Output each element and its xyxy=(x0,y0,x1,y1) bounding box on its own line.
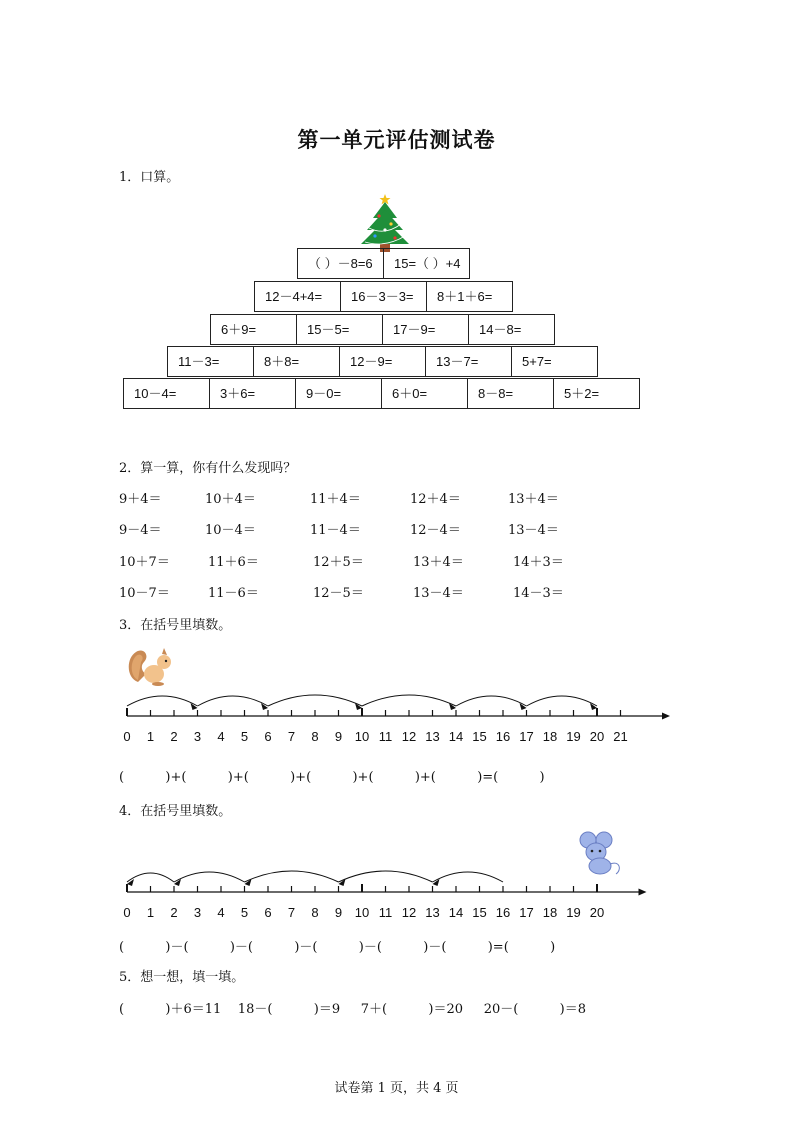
tick-label: 13 xyxy=(425,729,440,744)
page-footer: 试卷第 1 页，共 4 页 xyxy=(334,1081,459,1096)
pyramid-cell: 5＋2= xyxy=(553,378,640,409)
jump-arc xyxy=(362,695,456,706)
tick-label: 21 xyxy=(613,729,628,744)
q4-answer-blanks: ( )－( )－( )－( )－( )－( )=( ) xyxy=(119,940,556,955)
tick-label: 16 xyxy=(495,905,511,920)
q2-equation: 12＋4＝ xyxy=(410,492,461,507)
tick-label: 8 xyxy=(311,905,319,920)
tick-label: 14 xyxy=(448,905,464,920)
tick-label: 0 xyxy=(123,729,131,744)
jump-arc xyxy=(198,696,269,706)
tick-label: 9 xyxy=(334,729,343,744)
q2-equation: 13＋4＝ xyxy=(508,492,559,507)
tick-label: 10 xyxy=(354,729,370,744)
q2-equation: 14＋3＝ xyxy=(513,555,564,570)
pyramid-cell: 15－5= xyxy=(296,314,383,345)
q5-fill-line: ( )＋6＝11 18－( )＝9 7＋( )＝20 20－( )＝8 xyxy=(119,1002,586,1017)
axis-arrow xyxy=(662,713,670,720)
jump-arc xyxy=(433,872,504,882)
page-title: 第一单元评估测试卷 xyxy=(297,128,496,152)
q2-heading: 2．算一算，你有什么发现吗？ xyxy=(119,461,297,476)
pyramid-cell: 10－4= xyxy=(123,378,210,409)
tick-label: 4 xyxy=(217,905,225,920)
q4-heading: 4．在括号里填数。 xyxy=(119,804,232,819)
tick-label: 0 xyxy=(123,905,131,920)
tick-label: 7 xyxy=(287,905,296,920)
tick-label: 3 xyxy=(193,729,202,744)
tick-label: 12 xyxy=(401,729,417,744)
pyramid-cell: 17－9= xyxy=(382,314,469,345)
pyramid-cell: 8＋1＋6= xyxy=(426,281,513,312)
pyramid-cell: 12－4+4= xyxy=(254,281,341,312)
tick-label: 4 xyxy=(217,729,225,744)
pyramid-cell: 12－9= xyxy=(339,346,426,377)
pyramid-cell: 14－8= xyxy=(468,314,555,345)
q2-equation: 13－4＝ xyxy=(508,523,559,538)
tick-label: 18 xyxy=(542,905,558,920)
pyramid-cell: 11－3= xyxy=(167,346,254,377)
tick-label: 5 xyxy=(240,905,249,920)
q2-equation: 12－5＝ xyxy=(313,586,364,601)
pyramid-cell: 3＋6= xyxy=(209,378,296,409)
christmas-tree-icon xyxy=(355,190,415,256)
axis-arrow xyxy=(639,889,647,896)
q2-equation: 12－4＝ xyxy=(410,523,461,538)
tick-label: 2 xyxy=(170,905,178,920)
q2-equation: 11－4＝ xyxy=(310,523,361,538)
q2-equation: 13＋4＝ xyxy=(413,555,464,570)
tick-label: 8 xyxy=(311,729,319,744)
q3-answer-blanks: ( )+( )+( )+( )+( )+( )=( ) xyxy=(119,770,545,785)
tick-label: 18 xyxy=(542,729,558,744)
tick-label: 17 xyxy=(519,905,534,920)
pyramid-cell: 6＋9= xyxy=(210,314,297,345)
jump-arc xyxy=(339,871,433,882)
tick-label: 7 xyxy=(287,729,296,744)
tick-label: 1 xyxy=(146,905,155,920)
pyramid-cell: 13－7= xyxy=(425,346,512,377)
pyramid-cell: 9－0= xyxy=(295,378,382,409)
q2-equation: 13－4＝ xyxy=(413,586,464,601)
q2-equation: 11＋6＝ xyxy=(208,555,259,570)
tick-label: 14 xyxy=(448,729,464,744)
tick-label: 9 xyxy=(334,905,343,920)
tick-label: 19 xyxy=(566,729,581,744)
tick-label: 13 xyxy=(425,905,440,920)
q1-heading: 1．口算。 xyxy=(119,170,180,185)
jump-arc xyxy=(456,696,527,706)
q2-equation: 10－4＝ xyxy=(205,523,256,538)
tick-label: 1 xyxy=(146,729,155,744)
q2-equation: 10＋7＝ xyxy=(119,555,170,570)
tick-label: 20 xyxy=(589,729,605,744)
tick-label: 3 xyxy=(193,905,202,920)
q5-heading: 5．想一想，填一填。 xyxy=(119,970,245,985)
q2-equation: 10＋4＝ xyxy=(205,492,256,507)
jump-arc xyxy=(527,696,598,706)
jump-arc xyxy=(245,871,339,882)
tick-label: 6 xyxy=(264,905,272,920)
jump-arc xyxy=(174,872,245,882)
tick-label: 19 xyxy=(566,905,581,920)
tick-label: 20 xyxy=(589,905,605,920)
tick-label: 15 xyxy=(472,905,487,920)
jump-arc xyxy=(127,873,174,882)
q2-equation: 11－6＝ xyxy=(208,586,259,601)
q3-number-line xyxy=(119,680,679,750)
pyramid-cell: 6＋0= xyxy=(381,378,468,409)
q2-equation: 9－4＝ xyxy=(119,523,162,538)
tick-label: 12 xyxy=(401,905,417,920)
q2-equation: 12＋5＝ xyxy=(313,555,364,570)
tick-label: 10 xyxy=(354,905,370,920)
q3-heading: 3．在括号里填数。 xyxy=(119,618,232,633)
q2-equation: 14－3＝ xyxy=(513,586,564,601)
pyramid-cell: 8－8= xyxy=(467,378,554,409)
q4-number-line xyxy=(119,856,679,926)
tick-label: 6 xyxy=(264,729,272,744)
pyramid-cell: 16－3－3= xyxy=(340,281,427,312)
jump-arc xyxy=(268,695,362,706)
tick-label: 11 xyxy=(378,905,393,920)
q2-equation: 11＋4＝ xyxy=(310,492,361,507)
jump-arc xyxy=(127,696,198,706)
pyramid-cell: 15=（ ）+4 xyxy=(383,248,470,279)
tick-label: 17 xyxy=(519,729,534,744)
q2-equation: 9＋4＝ xyxy=(119,492,162,507)
tick-label: 16 xyxy=(495,729,511,744)
q2-equation: 10－7＝ xyxy=(119,586,170,601)
tick-label: 5 xyxy=(240,729,249,744)
pyramid-cell: 5+7= xyxy=(511,346,598,377)
tick-label: 15 xyxy=(472,729,487,744)
pyramid-cell: （ ）－8=6 xyxy=(297,248,384,279)
tick-label: 2 xyxy=(170,729,178,744)
pyramid-cell: 8＋8= xyxy=(253,346,340,377)
tick-label: 11 xyxy=(378,729,393,744)
